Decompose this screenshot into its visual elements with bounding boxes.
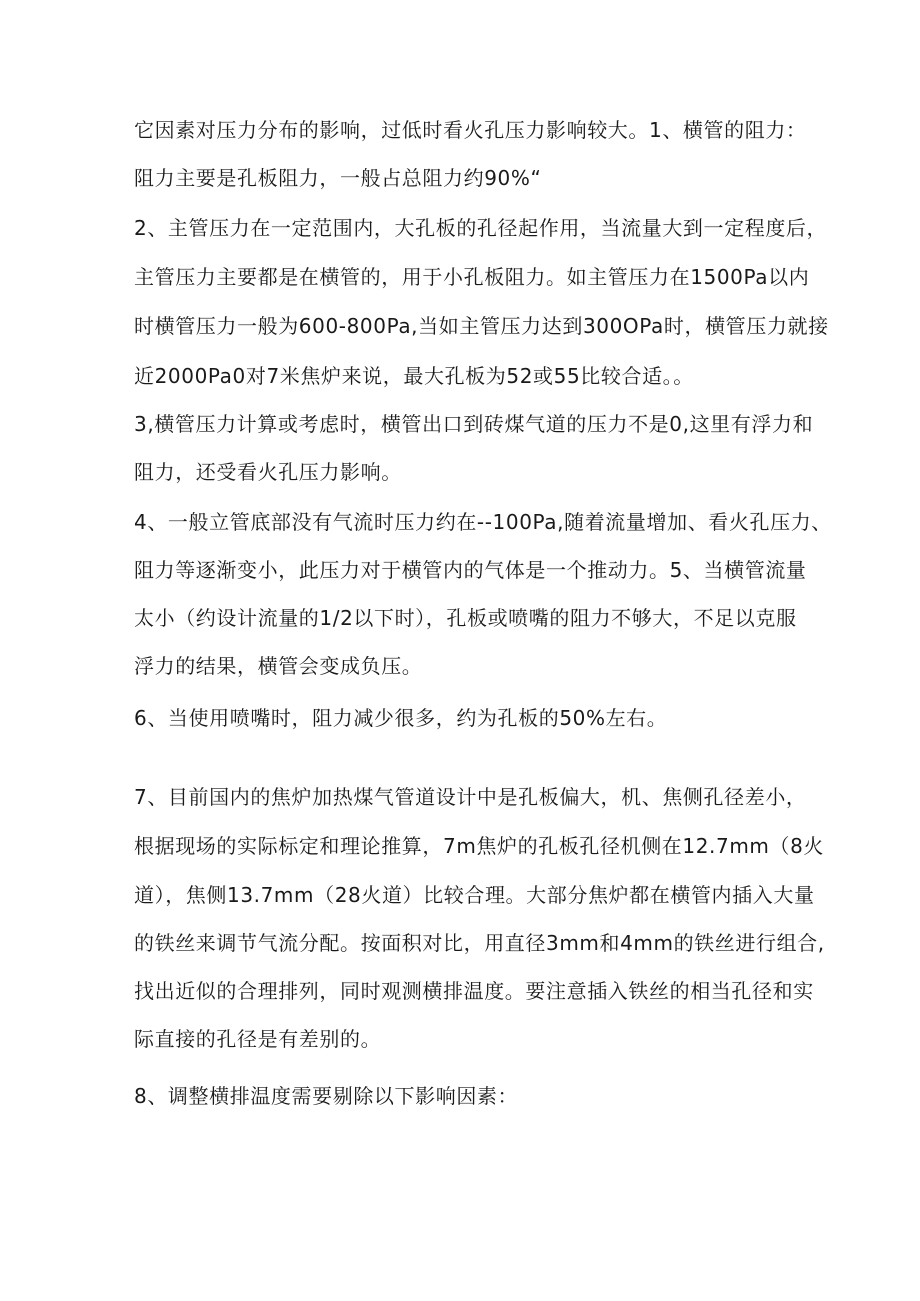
text-line-17: 的铁丝来调节气流分配。按面积对比，用直径3mm和4mm的铁丝进行组合, <box>134 931 825 955</box>
text-line-7: 3,横管压力计算或考虑时，横管出口到砖煤气道的压力不是0,这里有浮力和 <box>134 412 814 436</box>
text-line-19: 际直接的孔径是有差别的。 <box>134 1027 382 1051</box>
text-line-20: 8、调整横排温度需要剔除以下影响因素： <box>134 1084 519 1108</box>
text-line-1: 它因素对压力分布的影响，过低时看火孔压力影响较大。1、横管的阻力： <box>134 118 807 142</box>
text-line-14: 7、目前国内的焦炉加热煤气管道设计中是孔板偏大，机、焦侧孔径差小， <box>134 785 807 809</box>
text-line-10: 阻力等逐渐变小，此压力对于横管内的气体是一个推动力。5、当横管流量 <box>134 558 807 582</box>
text-line-6: 近2000Pa0对7米焦炉来说，最大孔板为52或55比较合适。。 <box>134 364 694 388</box>
text-line-3: 2、主管压力在一定范围内，大孔板的孔径起作用，当流量大到一定程度后， <box>134 216 828 240</box>
text-line-9: 4、一般立管底部没有气流时压力约在--100Pa,随着流量增加、看火孔压力、 <box>134 510 832 534</box>
text-line-12: 浮力的结果，横管会变成负压。 <box>134 654 423 678</box>
text-line-13: 6、当使用喷嘴时，阻力减少很多，约为孔板的50%左右。 <box>134 706 668 730</box>
text-line-8: 阻力，还受看火孔压力影响。 <box>134 460 402 484</box>
text-line-2: 阻力主要是孔板阻力，一般占总阻力约90%“ <box>134 166 542 190</box>
text-line-5: 时横管压力一般为600-800Pa,当如主管压力达到300OPa时，横管压力就接 <box>134 314 829 338</box>
text-line-16: 道），焦侧13.7mm（28火道）比较合理。大部分焦炉都在横管内插入大量 <box>134 883 815 907</box>
text-line-11: 太小（约设计流量的1/2以下时），孔板或喷嘴的阻力不够大，不足以克服 <box>134 606 797 630</box>
text-line-4: 主管压力主要都是在横管的，用于小孔板阻力。如主管压力在1500Pa以内 <box>134 265 810 289</box>
text-line-18: 找出近似的合理排列，同时观测横排温度。要注意插入铁丝的相当孔径和实 <box>134 979 814 1003</box>
text-line-15: 根据现场的实际标定和理论推算，7m焦炉的孔板孔径机侧在12.7mm（8火 <box>134 834 825 858</box>
